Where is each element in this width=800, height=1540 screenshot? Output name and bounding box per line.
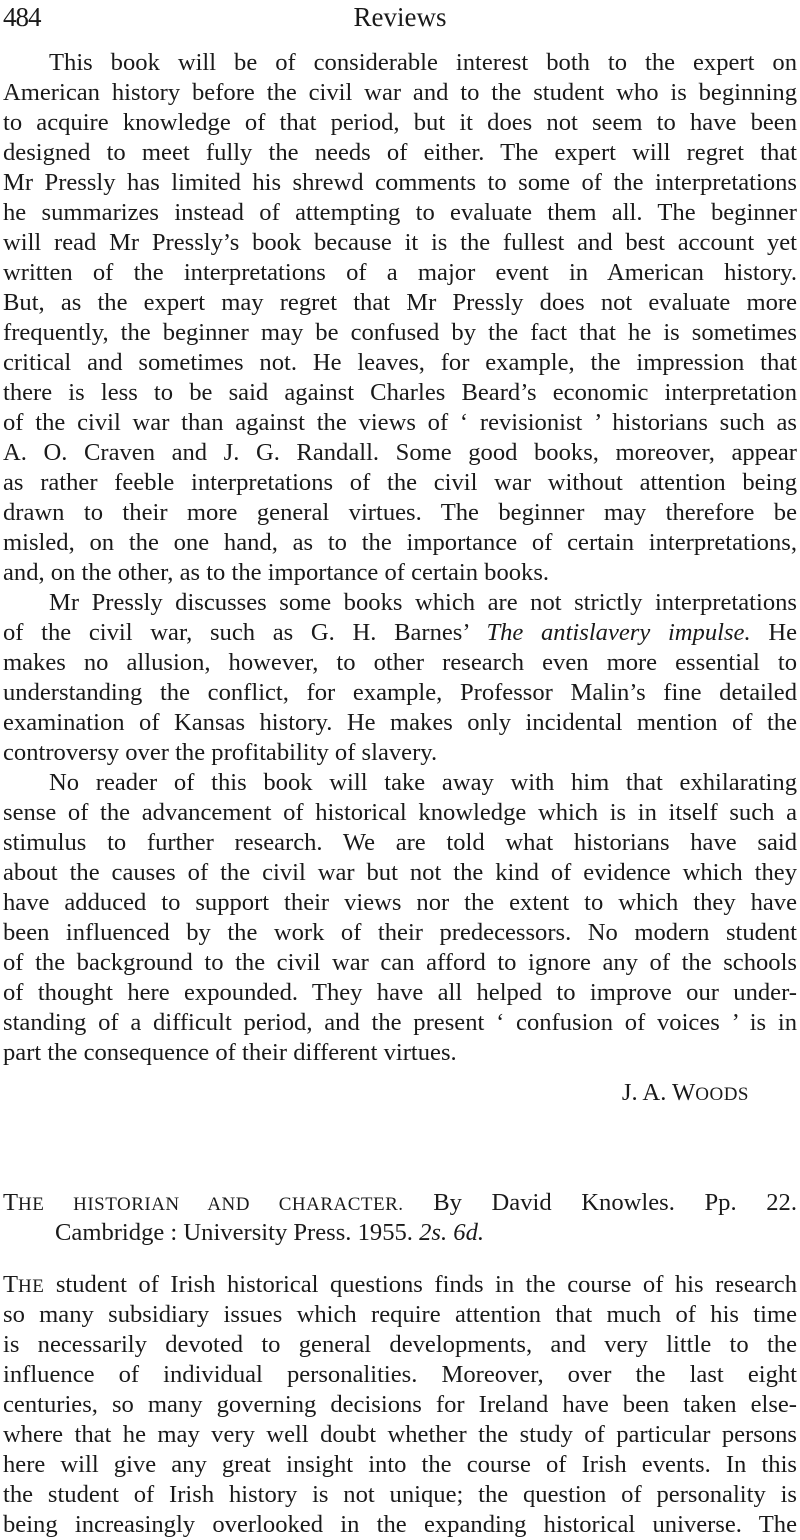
text-line: misled, on the one hand, as to the importance of certain interpretations, [3,529,797,556]
byline: By David Knowles. Pp. 22. [433,1189,797,1216]
text-line: so many subsidiary issues which require attention that much of his time [3,1301,797,1328]
text-line: designed to meet fully the needs of either. The expert will regret that [3,139,797,166]
page-number: 484 [3,2,41,32]
text-line: centuries, so many governing decisions for Ireland have been taken else- [3,1391,797,1418]
text-line: frequently, the beginner may be confused by the fact that he is sometimes [3,319,797,346]
paragraph-1 [3,48,797,588]
text-line: he summarizes instead of attempting to evaluate them all. The beginner [3,199,797,226]
text-line: standing of a difficult period, and the present ‘ confusion of voices ’ is in [3,1009,797,1036]
text-line: part the consequence of their different virtues. [3,1039,457,1066]
text-line: the student of Irish history is not unique; the question of personality is [3,1481,797,1508]
text-line: Mr Pressly has limited his shrewd comments to some of the interpretations [3,169,797,196]
text-line: drawn to their more general virtues. The beginner may therefore be [3,499,797,526]
book-title: THE HISTORIAN AND CHARACTER. [3,1189,404,1216]
text-segment: of the civil war, such as G. H. Barnes’ [3,619,469,646]
reviewer-signature [3,1076,797,1110]
text-line: controversy over the profitability of slavery. [3,739,438,766]
text-line: have adduced to support their views nor the extent to which they have [3,889,797,916]
text-line: being increasingly overlooked in the expanding historical universe. The [3,1511,797,1538]
text-line: No reader of this book will take away with him that exhilarating [49,769,797,796]
text-line: of the civil war than against the views of ‘ revisionist ’ historians such as [3,409,797,436]
text-segment: He [768,619,797,646]
running-head [3,0,797,36]
text-line: is necessarily devoted to general developments, and very little to the [3,1331,797,1358]
review-body [3,1270,797,1540]
journal-page [3,0,797,1540]
text-line: of the background to the civil war can afford to ignore any of the schools [3,949,797,976]
text-line: here will give any great insight into the course of Irish events. In this [3,1451,797,1478]
text-line: stimulus to further research. We are told what historians have said [3,829,797,856]
text-line: sense of the advancement of historical knowledge which is in itself such a [3,799,797,826]
text-line: American history before the civil war and to the student who is beginning [3,79,797,106]
text-line: where that he may very well doubt whether the study of particular persons [3,1421,797,1448]
heading-line-1 [3,1188,797,1218]
text-line: examination of Kansas history. He makes only incidental mention of the [3,709,797,736]
heading-line-2 [3,1218,797,1248]
running-title: Reviews [353,2,447,32]
text-line: as rather feeble interpretations of the civil war without attention being [3,469,797,496]
text-line: But, as the expert may regret that Mr Pressly does not evaluate more [3,289,797,316]
paragraph-3 [3,768,797,1068]
text-line: about the causes of the civil war but not the kind of evidence which they [3,859,797,886]
book-title-italic: The antislavery impulse. [486,619,751,646]
text-line: influence of individual personalities. Moreover, over the last eight [3,1361,797,1388]
review-pressly [3,48,797,1110]
text-line: understanding the conflict, for example, Professor Malin’s fine detailed [3,679,797,706]
text-line: makes no allusion, however, to other research even more essential to [3,649,797,676]
text-line: there is less to be said against Charles Beard’s economic interpretation [3,379,797,406]
text-line: This book will be of considerable interest both to the expert on [49,49,797,76]
text-line: and, on the other, as to the importance of certain books. [3,559,550,586]
text-line: of thought here expounded. They have all helped to improve our under- [3,979,797,1006]
publisher: Cambridge : University Press. 1955. [55,1219,413,1246]
text-line: will read Mr Pressly’s book because it is the fullest and best account yet [3,229,797,256]
review-knowles [3,1188,797,1540]
text-line: been influenced by the work of their predecessors. No modern student [3,919,797,946]
text-line: A. O. Craven and J. G. Randall. Some good books, moreover, appear [3,439,797,466]
text-line-with-title [3,618,797,648]
price: 2s. 6d. [419,1219,485,1246]
drop-cap: T [3,1271,19,1298]
signature-initials: J. A. W [621,1079,696,1106]
text-line: THE student of Irish historical questions finds in the course of his research [3,1271,797,1298]
paragraph-2 [3,588,797,768]
review-heading [3,1188,797,1248]
signature-small-caps: OODS [695,1084,749,1105]
text-line: to acquire knowledge of that period, but it does not seem to have been [3,109,797,136]
text-line: written of the interpretations of a major event in American history. [3,259,797,286]
text-line: Mr Pressly discusses some books which are not strictly interpretations [49,589,797,616]
text-line: critical and sometimes not. He leaves, for example, the impression that [3,349,797,376]
